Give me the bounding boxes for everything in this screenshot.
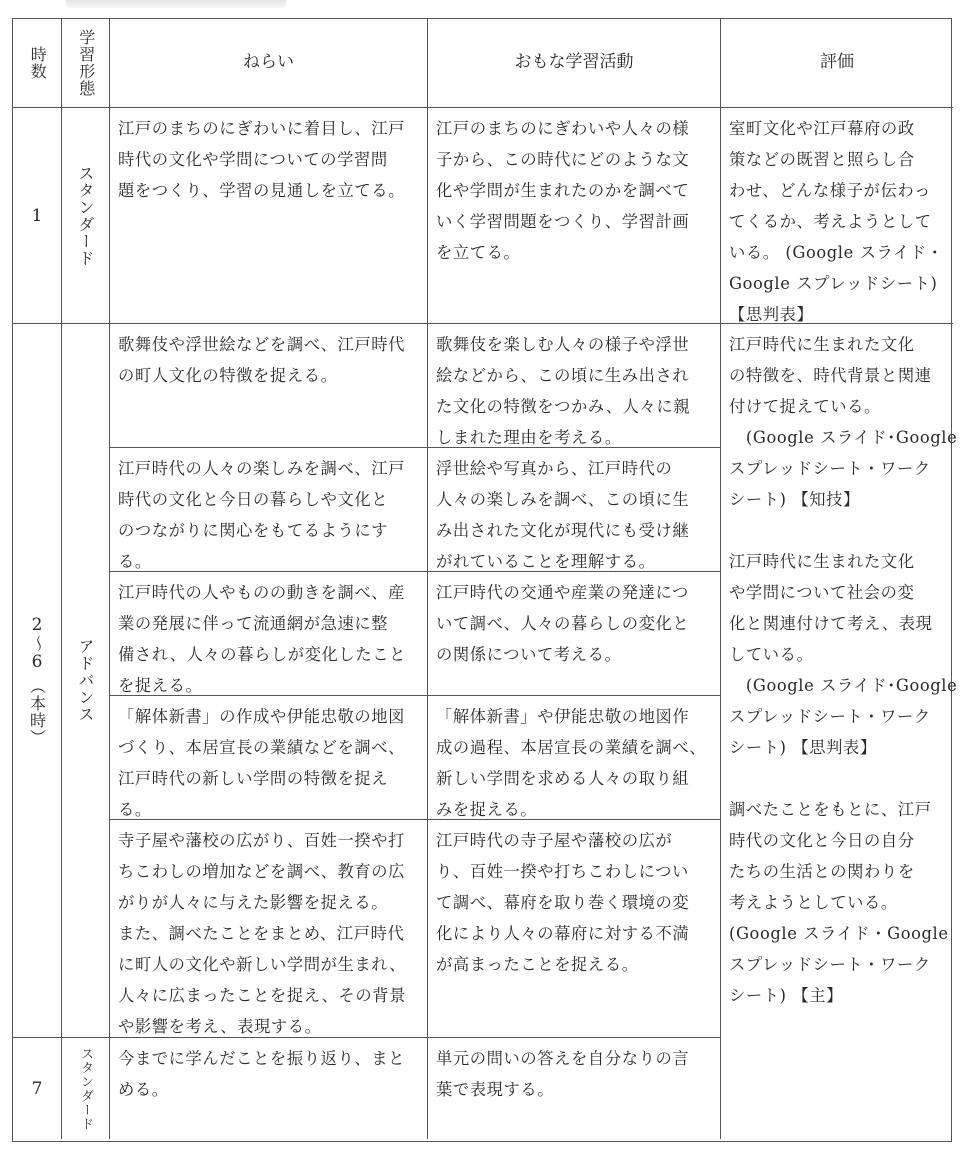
header-time <box>13 19 62 108</box>
eval-line: 付けて捉えている。 <box>729 397 881 416</box>
row1-activity-line: いく学習問題をつくり、学習計画 <box>436 212 690 231</box>
row2-time-tilde: 〜 <box>26 635 47 652</box>
row3-aim <box>110 1038 428 1139</box>
row1-aim-line: 題をつくり、学習の見通しを立てる。 <box>118 181 405 200</box>
activity-line: て調べ、幕府を取り巻く環境の変 <box>436 893 690 912</box>
row1-form-label: スタンダード <box>76 164 95 267</box>
eval-line: シート) 【主】 <box>729 986 844 1005</box>
header-activity: おもな学習活動 <box>428 19 721 108</box>
row1-aim <box>110 108 428 324</box>
row3-time: 7 <box>13 1038 62 1139</box>
row1-activity <box>428 108 721 324</box>
activity-line: いて調べ、人々の暮らしの変化と <box>436 614 690 633</box>
activity-line: の関係について考える。 <box>436 645 622 664</box>
eval-line: 考えようとしている。 <box>729 893 898 912</box>
eval-line <box>729 515 946 546</box>
row1-activity-line: 子から、この時代にどのような文 <box>436 150 690 169</box>
row1-activity-line: を立てる。 <box>436 243 521 262</box>
aim-line: に町人の文化や新しい学問が生まれ、 <box>118 955 406 974</box>
eval-line: している。 <box>729 645 814 664</box>
row2-sub4-aim <box>110 696 428 820</box>
activity-line: 江戸時代の寺子屋や藩校の広が <box>436 831 673 850</box>
activity-line: 浮世絵や写真から、江戸時代の <box>436 459 673 478</box>
row2-form <box>62 324 110 1038</box>
row2-form-label: アドバンス <box>76 638 95 723</box>
header-form <box>62 19 110 108</box>
aim-line: 備され、人々の暮らしが変化したこと <box>118 645 406 664</box>
aim-line: 歌舞伎や浮世絵などを調べ、江戸時代 <box>118 335 405 354</box>
row3-activity <box>428 1038 721 1139</box>
header-eval: 評価 <box>721 19 953 108</box>
row2-time-end: 6 <box>31 652 43 672</box>
activity-line: り、百姓一揆や打ちこわしについ <box>436 862 689 881</box>
header-form-label: 学習形態 <box>76 29 96 97</box>
aim-line: また、調べたことをまとめ、江戸時代 <box>118 924 405 943</box>
aim-line: 江戸時代の人やものの動きを調べ、産 <box>118 583 405 602</box>
row1-time: 1 <box>13 108 62 324</box>
row1-form <box>62 108 110 324</box>
activity-line: 新しい学問を求める人々の取り組 <box>436 769 690 788</box>
row1-eval <box>721 108 953 324</box>
row2-sub2-activity <box>428 448 721 572</box>
row2-eval <box>721 324 958 1139</box>
eval-line: 化と関連付けて考え、表現 <box>729 614 933 633</box>
eval-line: スプレッドシート・ワーク <box>729 955 931 974</box>
aim-line: 江戸時代の人々の楽しみを調べ、江戸 <box>118 459 405 478</box>
top-scroll-edge <box>66 0 286 8</box>
aim-line: 人々に広まったことを捉え、その背景 <box>118 986 406 1005</box>
eval-line: や学問について社会の変 <box>729 583 915 602</box>
aim-line: を捉える。 <box>118 676 203 695</box>
activity-line: みを捉える。 <box>436 800 538 819</box>
eval-line: (Google スライド･Google <box>729 676 958 695</box>
row2-sub3-aim <box>110 572 428 696</box>
activity-line: 絵などから、この頃に生み出され <box>436 366 690 385</box>
row1-aim-line: 時代の文化や学問についての学習問 <box>118 150 388 169</box>
activity-line: 「解体新書」や伊能忠敬の地図作 <box>436 707 690 726</box>
aim-line: の町人文化の特徴を捉える。 <box>118 366 338 385</box>
eval-line: シート) 【知技】 <box>729 490 860 509</box>
row2-sub5-aim <box>110 820 428 1038</box>
aim-line: 寺子屋や藩校の広がり、百姓一揆や打 <box>118 831 405 850</box>
eval-line: 江戸時代に生まれた文化 <box>729 552 915 571</box>
row1-eval-line: てくるか、考えようとして <box>729 212 932 231</box>
activity-line: 歌舞伎を楽しむ人々の様子や浮世 <box>436 335 690 354</box>
eval-line: (Google スライド･Google <box>729 428 958 447</box>
aim-line: 江戸時代の新しい学問の特徴を捉え <box>118 769 389 788</box>
row2-sub4-activity <box>428 696 721 820</box>
header-time-label: 時数 <box>28 46 48 80</box>
row3-form <box>62 1038 110 1139</box>
activity-line: 人々の楽しみを調べ、この頃に生 <box>436 490 690 509</box>
aim-line: 業の発展に伴って流通網が急速に整 <box>118 614 389 633</box>
activity-line: 単元の問いの答えを自分なりの言 <box>436 1049 690 1068</box>
activity-line: しまれた理由を考える。 <box>436 428 622 447</box>
aim-line: 時代の文化と今日の暮らしや文化と <box>118 490 389 509</box>
activity-line: 江戸時代の交通や産業の発達につ <box>436 583 689 602</box>
row1-eval-line: Google スプレッドシート) <box>729 274 938 293</box>
eval-line: 時代の文化と今日の自分 <box>729 831 915 850</box>
aim-line: づくり、本居宣長の業績などを調べ、 <box>118 738 405 757</box>
row2-time <box>13 324 62 1038</box>
activity-line: た文化の特徴をつかみ、人々に親 <box>436 397 691 416</box>
aim-line: 今までに学んだことを振り返り、まと <box>118 1049 405 1068</box>
aim-line: る。 <box>118 800 152 819</box>
eval-line: スプレッドシート・ワーク <box>729 707 931 726</box>
row1-eval-line: 室町文化や江戸幕府の政 <box>729 119 915 138</box>
activity-line: 成の過程、本居宣長の業績を調べ、 <box>436 738 707 757</box>
row1-eval-line: わせ、どんな様子が伝わっ <box>729 181 931 200</box>
eval-line: 江戸時代に生まれた文化 <box>729 335 915 354</box>
row2-time-start: 2 <box>31 615 43 635</box>
lesson-plan-table <box>12 18 958 1142</box>
row1-eval-line: 策などの既習と照らし合 <box>729 150 915 169</box>
activity-line: 葉で表現する。 <box>436 1080 555 1099</box>
row3-form-label: スタンダード <box>78 1046 93 1131</box>
row1-aim-line: 江戸のまちのにぎわいに着目し、江戸 <box>118 119 405 138</box>
activity-line: がれていることを理解する。 <box>436 552 656 571</box>
activity-line: 化により人々の幕府に対する不満 <box>436 924 690 943</box>
aim-line: る。 <box>118 552 152 571</box>
eval-line <box>729 763 946 794</box>
eval-line: (Google スライド・Google <box>729 924 949 943</box>
row1-activity-line: 江戸のまちのにぎわいや人々の様 <box>436 119 690 138</box>
row2-sub5-activity <box>428 820 721 1038</box>
eval-line: たちの生活との関わりを <box>729 862 915 881</box>
header-aim: ねらい <box>110 19 428 108</box>
aim-line: や影響を考え、表現する。 <box>118 1017 322 1036</box>
row2-time-note: （本時） <box>27 678 47 746</box>
aim-line: 「解体新書」の作成や伊能忠敬の地図 <box>118 707 405 726</box>
eval-line: スプレッドシート・ワーク <box>729 459 931 478</box>
aim-line: める。 <box>118 1080 169 1099</box>
aim-line: のつながりに関心をもてるようにす <box>118 521 389 540</box>
activity-line: み出された文化が現代にも受け継 <box>436 521 690 540</box>
row1-eval-line: いる。 (Google スライド・ <box>729 243 944 262</box>
aim-line: がりが人々に与えた影響を捉える。 <box>118 893 389 912</box>
row2-sub3-activity <box>428 572 721 696</box>
row2-sub2-aim <box>110 448 428 572</box>
row2-sub1-activity <box>428 324 721 448</box>
row1-activity-line: 化や学問が生まれたのかを調べて <box>436 181 690 200</box>
row1-eval-line: 【思判表】 <box>729 305 814 324</box>
eval-line: シート) 【思判表】 <box>729 738 877 757</box>
eval-line: の特徴を、時代背景と関連 <box>729 366 932 385</box>
aim-line: ちこわしの増加などを調べ、教育の広 <box>118 862 405 881</box>
eval-line: 調べたことをもとに、江戸 <box>729 800 932 819</box>
row2-sub1-aim <box>110 324 428 448</box>
activity-line: が高まったことを捉える。 <box>436 955 639 974</box>
